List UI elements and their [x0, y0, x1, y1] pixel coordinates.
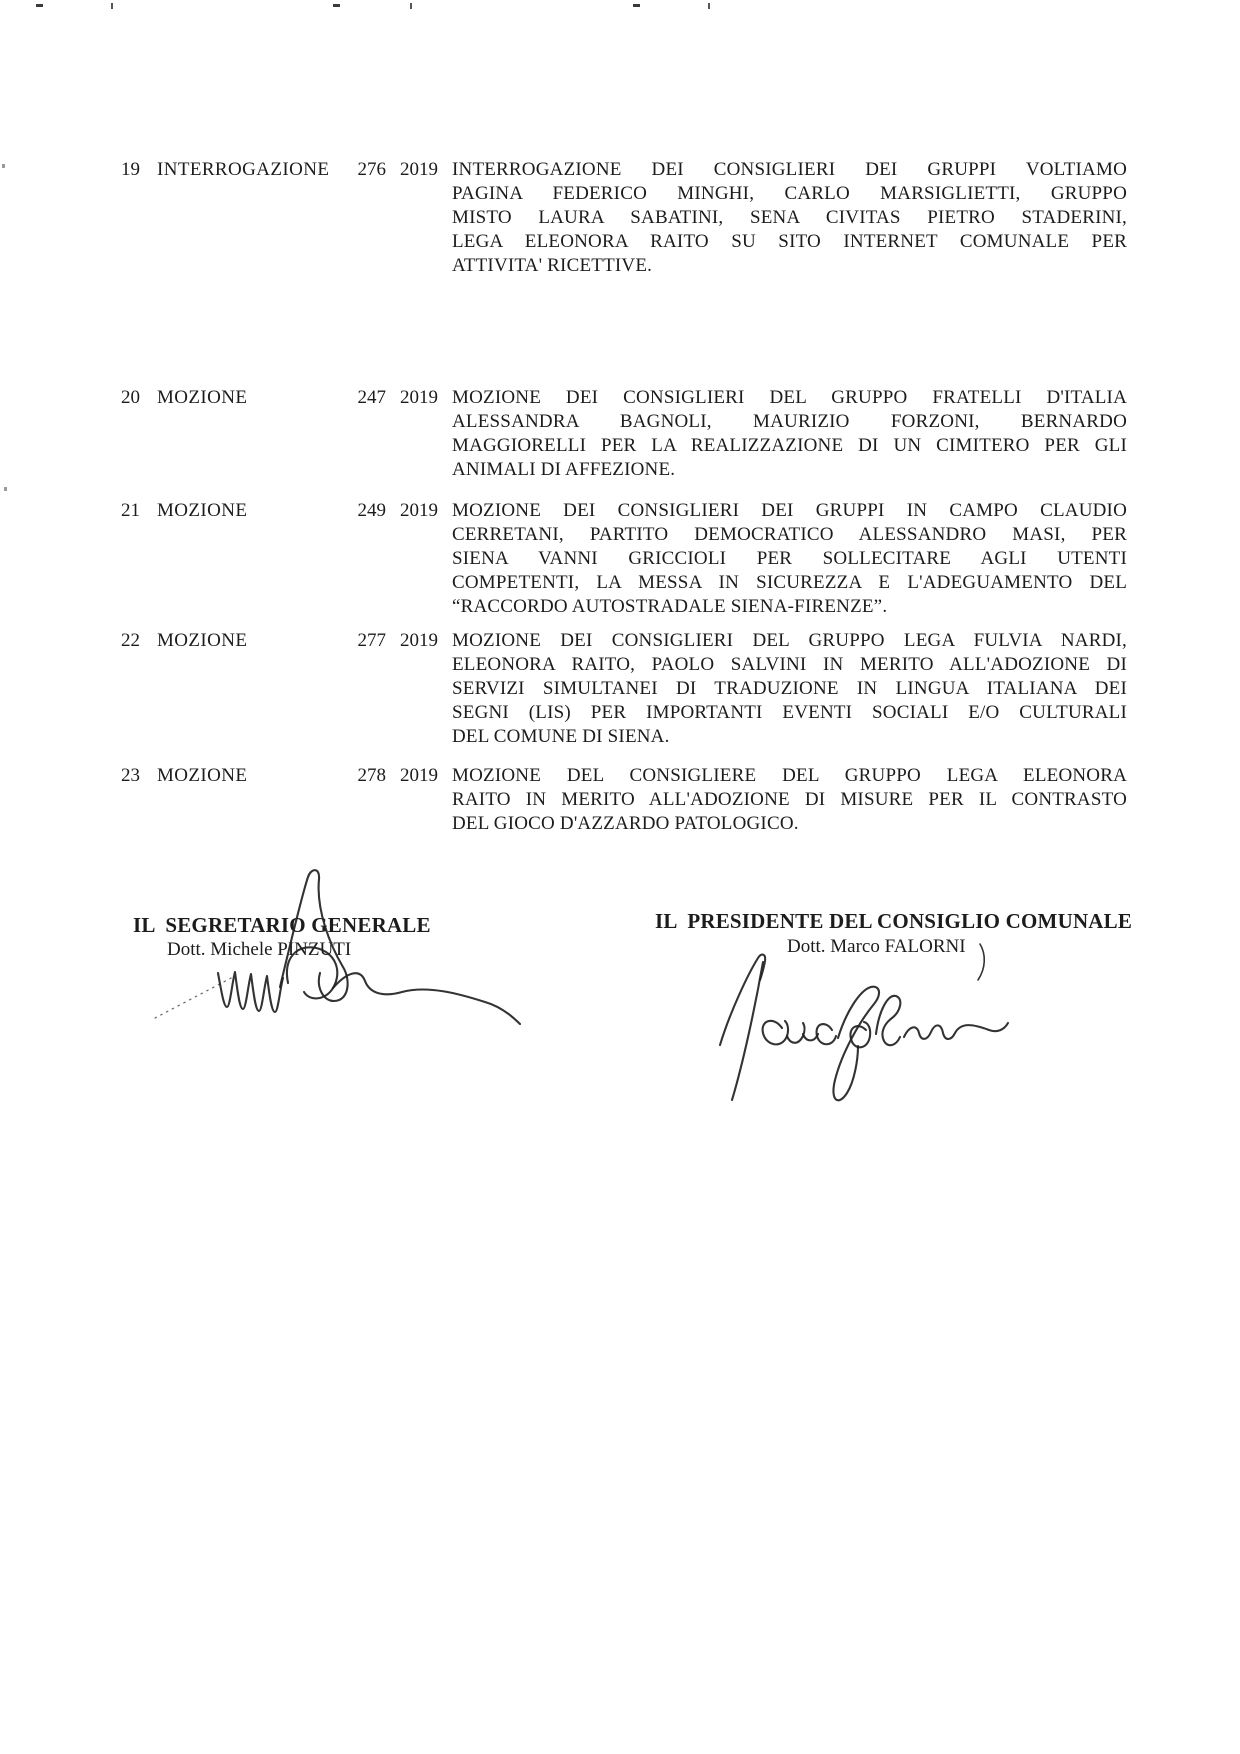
description-line: MOZIONE DEI CONSIGLIERI DEI GRUPPI IN CAMPO CLAUDIO: [452, 500, 1127, 521]
description-line: SIENA VANNI GRICCIOLI PER SOLLECITARE AGLI UTENTI: [452, 548, 1127, 569]
item-doc-number: 247: [357, 387, 386, 408]
item-doc-number: 276: [357, 159, 386, 180]
item-number: 22: [121, 630, 140, 651]
item-year: 2019: [400, 630, 438, 651]
agenda-item-23: [0, 764, 1240, 836]
description-line: ATTIVITA' RICETTIVE.: [452, 255, 653, 276]
item-description: [452, 158, 1127, 278]
description-line: DEL GIOCO D'AZZARDO PATOLOGICO.: [452, 813, 799, 834]
agenda-item-20: [0, 386, 1240, 482]
president-name: Dott. Marco FALORNI: [787, 936, 966, 957]
item-number: 19: [121, 159, 140, 180]
scan-artifact: [410, 3, 412, 9]
item-number: 23: [121, 765, 140, 786]
item-doc-number: 277: [357, 630, 386, 651]
item-description: [452, 499, 1127, 619]
description-line: PAGINA FEDERICO MINGHI, CARLO MARSIGLIETTI, GRUPPO: [452, 183, 1127, 204]
scan-artifact: [4, 487, 7, 491]
president-title: IL PRESIDENTE DEL CONSIGLIO COMUNALE: [655, 909, 1133, 933]
item-doc-number: 249: [357, 500, 386, 521]
item-number: 20: [121, 387, 140, 408]
agenda-item-19: [0, 158, 1240, 278]
item-type: INTERROGAZIONE: [157, 159, 330, 180]
item-type: MOZIONE: [157, 765, 248, 786]
description-line: COMPETENTI, LA MESSA IN SICUREZZA E L'ADEGUAMENTO DEL: [452, 572, 1127, 593]
secretary-name: Dott. Michele PINZUTI: [167, 939, 352, 960]
item-description: [452, 629, 1127, 749]
item-type: MOZIONE: [157, 387, 248, 408]
description-line: INTERROGAZIONE DEI CONSIGLIERI DEI GRUPPI VOLTIAMO: [452, 159, 1127, 180]
item-type: MOZIONE: [157, 500, 248, 521]
description-line: ANIMALI DI AFFEZIONE.: [452, 459, 676, 480]
secretary-title: IL SEGRETARIO GENERALE: [133, 913, 431, 937]
scan-artifact: [111, 3, 113, 9]
agenda-item-22: [0, 629, 1240, 749]
description-line: MOZIONE DEL CONSIGLIERE DEL GRUPPO LEGA ELEONORA: [452, 765, 1127, 786]
description-line: “RACCORDO AUTOSTRADALE SIENA-FIRENZE”.: [452, 596, 888, 617]
item-year: 2019: [400, 159, 438, 180]
scan-artifact: [708, 3, 710, 9]
item-description: [452, 764, 1127, 836]
description-line: DEL COMUNE DI SIENA.: [452, 726, 670, 747]
description-line: MAGGIORELLI PER LA REALIZZAZIONE DI UN CIMITERO PER GLI: [452, 435, 1127, 456]
description-line: RAITO IN MERITO ALL'ADOZIONE DI MISURE PER IL CONTRASTO: [452, 789, 1127, 810]
description-line: MOZIONE DEI CONSIGLIERI DEL GRUPPO FRATELLI D'ITALIA: [452, 387, 1127, 408]
item-description: [452, 386, 1127, 482]
description-line: SEGNI (LIS) PER IMPORTANTI EVENTI SOCIALI E/O CULTURALI: [452, 702, 1127, 723]
item-type: MOZIONE: [157, 630, 248, 651]
scan-artifact: [36, 4, 43, 7]
item-doc-number: 278: [357, 765, 386, 786]
description-line: ALESSANDRA BAGNOLI, MAURIZIO FORZONI, BERNARDO: [452, 411, 1127, 432]
scan-artifact: [333, 4, 340, 7]
description-line: LEGA ELEONORA RAITO SU SITO INTERNET COMUNALE PER: [452, 231, 1127, 252]
item-year: 2019: [400, 500, 438, 521]
item-year: 2019: [400, 387, 438, 408]
description-line: MISTO LAURA SABATINI, SENA CIVITAS PIETRO STADERINI,: [452, 207, 1127, 228]
agenda-item-21: [0, 499, 1240, 619]
description-line: ELEONORA RAITO, PAOLO SALVINI IN MERITO ALL'ADOZIONE DI: [452, 654, 1127, 675]
scan-artifact: [633, 4, 640, 7]
item-number: 21: [121, 500, 140, 521]
item-year: 2019: [400, 765, 438, 786]
description-line: MOZIONE DEI CONSIGLIERI DEL GRUPPO LEGA FULVIA NARDI,: [452, 630, 1127, 651]
description-line: SERVIZI SIMULTANEI DI TRADUZIONE IN LINGUA ITALIANA DEI: [452, 678, 1127, 699]
description-line: CERRETANI, PARTITO DEMOCRATICO ALESSANDRO MASI, PER: [452, 524, 1127, 545]
